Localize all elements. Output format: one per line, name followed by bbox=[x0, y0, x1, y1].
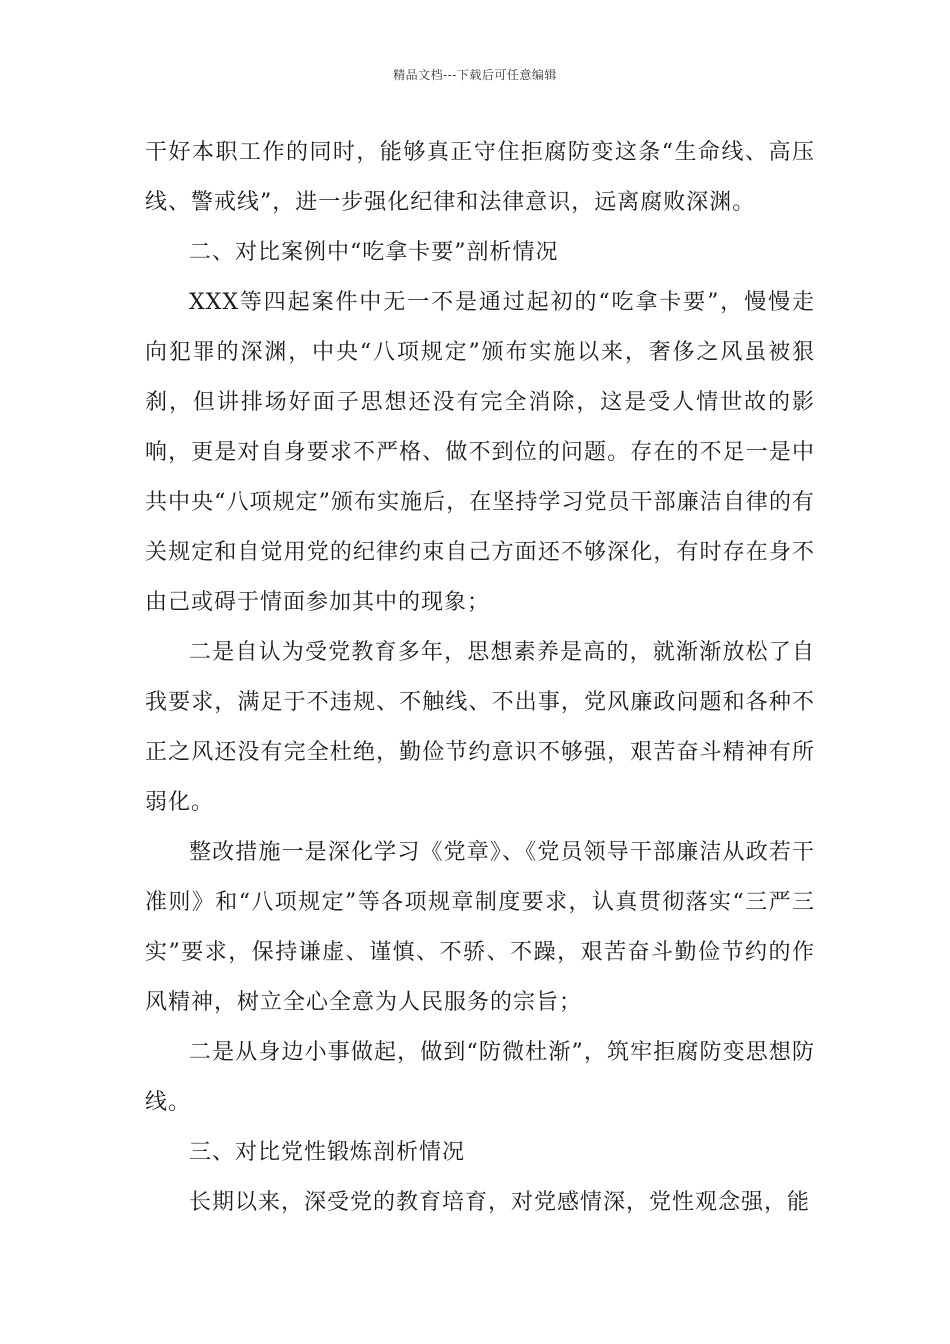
paragraph-second-issue: 二是自认为受党教育多年，思想素养是高的，就渐渐放松了自我要求，满足于不违规、不触线、不出事，党风廉政问题和各种不正之风还没有完全杜绝，勤俭节约意识不够强，艰苦奋斗精神有所弱化。 bbox=[145, 640, 815, 815]
paragraph-measures-one: 整改措施一是深化学习《党章》、《党员领导干部廉洁从政若干准则》和“八项规定”等各项规章制度要求，认真贯彻落实“三严三实”要求，保持谦虚、谨慎、不骄、不躁，艰苦奋斗勤俭节约的作风精神，树立全心全意为人民服务的宗旨； bbox=[145, 840, 815, 1015]
section-heading-2: 二、对比案例中“吃拿卡要”剖析情况 bbox=[189, 240, 559, 265]
document-body bbox=[145, 128, 815, 1228]
paragraph-case-analysis: XXX等四起案件中无一不是通过起初的“吃拿卡要”，慢慢走向犯罪的深渊，中央“八项规定”颁布实施以来，奢侈之风虽被狠刹，但讲排场好面子思想还没有完全消除，这是受人情世故的影响，更是对自身要求不严格、做不到位的问题。存在的不足一是中共中央“八项规定”颁布实施后，在坚持学习党员干部廉洁自律的有关规定和自觉用党的纪律约束自己方面还不够深化，有时存在身不由己或碍于情面参加其中的现象； bbox=[145, 290, 815, 615]
page-header: 精品文档---下载后可任意编辑 bbox=[393, 68, 557, 82]
paragraph-continuation: 干好本职工作的同时，能够真正守住拒腐防变这条“生命线、高压线、警戒线”，进一步强化纪律和法律意识，远离腐败深渊。 bbox=[145, 140, 815, 215]
paragraph-party-training: 长期以来，深受党的教育培育，对党感情深，党性观念强，能 bbox=[189, 1190, 811, 1215]
paragraph-measures-two: 二是从身边小事做起，做到“防微杜渐”，筑牢拒腐防变思想防线。 bbox=[145, 1040, 815, 1115]
section-heading-3: 三、对比党性锻炼剖析情况 bbox=[189, 1140, 466, 1165]
